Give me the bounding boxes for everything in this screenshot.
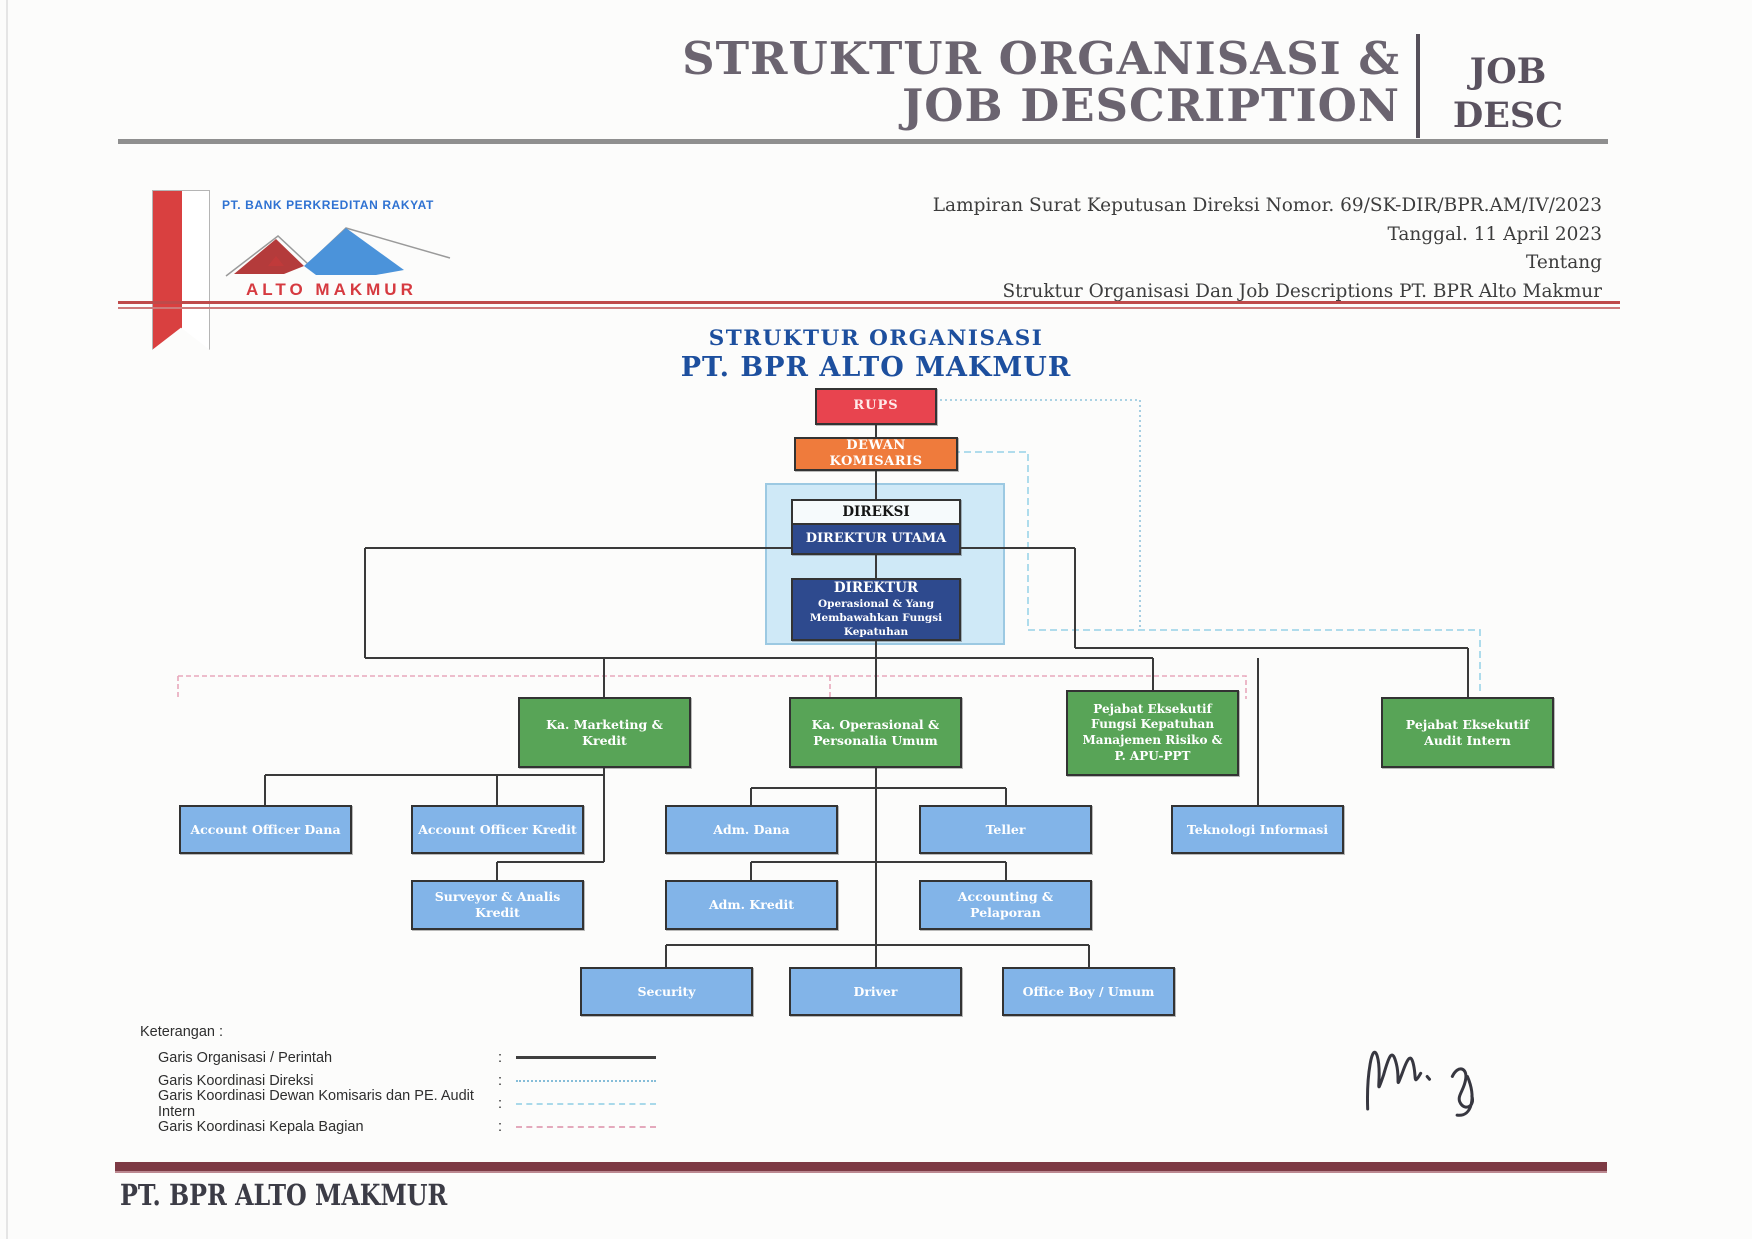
org-node-teller <box>919 805 1092 854</box>
legend <box>140 1024 700 1138</box>
legend-separator: : <box>498 1049 503 1066</box>
org-node-security <box>580 967 753 1016</box>
org-node-ka-marketing <box>518 697 691 768</box>
scan-edge-artifact <box>6 0 8 1239</box>
org-node-adm-dana <box>665 805 838 854</box>
org-node-ka-operasional <box>789 697 962 768</box>
jobdesc-tab-line1: JOB <box>1469 51 1547 92</box>
org-node-label: Pejabat Eksekutif <box>1405 716 1530 732</box>
legend-separator: : <box>498 1072 503 1089</box>
legend-item-dashed-pink <box>140 1115 700 1138</box>
org-node-label: Fungsi Kepatuhan <box>1090 717 1215 732</box>
jobdesc-tab <box>1440 50 1576 138</box>
letterhead-rule-top <box>118 301 1620 304</box>
decree-meta-line-2: Tanggal. 11 April 2023 <box>1387 223 1602 245</box>
org-node-ao-dana <box>179 805 352 854</box>
mountain-logo-icon <box>218 214 458 284</box>
org-node-driver <box>789 967 962 1016</box>
legend-separator: : <box>498 1095 503 1112</box>
org-node-label: RUPS <box>853 398 899 414</box>
header-divider <box>1416 34 1420 138</box>
legend-separator: : <box>498 1118 503 1135</box>
org-node-surveyor <box>411 880 584 930</box>
org-node-direktur-utama <box>791 523 961 555</box>
legend-line-sample-solid-black <box>516 1056 656 1059</box>
org-node-dewan-komisaris <box>794 437 958 471</box>
document-title-line1: STRUKTUR ORGANISASI & <box>682 32 1400 85</box>
org-node-label: Adm. Dana <box>713 821 790 837</box>
org-node-label: DIREKTUR UTAMA <box>805 530 947 546</box>
chart-title-line1: STRUKTUR ORGANISASI <box>708 326 1044 351</box>
org-node-label: DIREKSI <box>842 503 910 520</box>
legend-item-label: Garis Organisasi / Perintah <box>158 1049 333 1066</box>
org-node-label: Personalia Umum <box>813 732 938 748</box>
letterhead-rule-bottom <box>118 307 1620 309</box>
chart-title-line2: PT. BPR ALTO MAKMUR <box>680 352 1072 383</box>
decree-meta-block <box>933 192 1602 306</box>
koordinasi-dewan-audit-line <box>942 452 1480 695</box>
org-node-teknologi-informasi <box>1171 805 1344 854</box>
org-node-label: Ka. Marketing & Kredit <box>546 716 663 748</box>
org-node-label: Audit Intern <box>1424 732 1511 748</box>
org-node-label: Account Officer Dana <box>190 821 341 837</box>
legend-item-label: Garis Koordinasi Dewan Komisaris dan PE. Audit Intern <box>158 1087 474 1120</box>
decree-meta-line-3: Tentang <box>1526 252 1602 273</box>
footer-rule <box>115 1162 1607 1173</box>
org-node-label: Pejabat Eksekutif <box>1093 701 1212 716</box>
org-node-label: Teller <box>985 821 1026 837</box>
signature-icon <box>1342 1009 1505 1141</box>
legend-rows <box>140 1046 700 1138</box>
bank-type-label: PT. BANK PERKREDITAN RAKYAT <box>222 198 434 212</box>
org-node-pe-audit <box>1381 697 1554 768</box>
decree-meta-line-1: Lampiran Surat Keputusan Direksi Nomor. 69/SK-DIR/BPR.AM/IV/2023 <box>932 195 1602 216</box>
legend-item-label: Garis Koordinasi Direksi <box>158 1072 314 1089</box>
legend-line-sample-dashed-cyan <box>516 1103 656 1105</box>
org-node-adm-kredit <box>665 880 838 930</box>
org-node-ao-kredit <box>411 805 584 854</box>
org-node-label: Security <box>637 983 696 999</box>
footer-company: PT. BPR ALTO MAKMUR <box>120 1178 448 1212</box>
document-title-line2: JOB DESCRIPTION <box>902 78 1400 132</box>
decree-meta-line-4: Struktur Organisasi Dan Job Descriptions PT. BPR Alto Makmur <box>1002 280 1602 302</box>
document-title <box>682 32 1400 132</box>
legend-heading: Keterangan : <box>140 1024 224 1040</box>
org-node-label: DEWAN KOMISARIS <box>829 437 923 469</box>
org-node-label: Surveyor & Analis Kredit <box>434 889 561 920</box>
org-node-label: Operasional & Yang <box>817 597 935 610</box>
org-node-pe-kepatuhan <box>1066 690 1239 776</box>
org-node-label: Office Boy / Umum <box>1022 983 1155 999</box>
brand-label: ALTO MAKMUR <box>246 280 417 299</box>
org-node-label: Manajemen Risiko & <box>1082 733 1223 747</box>
org-node-label: DIREKTUR <box>833 579 919 596</box>
legend-line-sample-dotted-blue <box>516 1080 656 1082</box>
chart-title <box>0 326 1752 383</box>
org-node-accounting <box>919 880 1092 930</box>
org-node-label: Account Officer Kredit <box>418 821 577 837</box>
legend-item-solid-black <box>140 1046 700 1069</box>
legend-item-label: Garis Koordinasi Kepala Bagian <box>158 1118 364 1135</box>
legend-line-sample-dashed-pink <box>516 1126 656 1128</box>
org-node-label: Driver <box>853 983 898 999</box>
org-node-label: Ka. Operasional & <box>811 716 940 732</box>
org-node-label: P. APU-PPT <box>1114 748 1191 763</box>
org-node-direktur-ops <box>791 578 961 641</box>
org-node-label: Adm. Kredit <box>708 897 795 913</box>
legend-item-dashed-cyan <box>140 1087 700 1120</box>
org-node-label: Teknologi Informasi <box>1186 821 1329 837</box>
org-node-office-boy <box>1002 967 1175 1016</box>
org-node-rups <box>815 388 937 425</box>
header-rule <box>118 139 1608 144</box>
org-node-label: Accounting & Pelaporan <box>957 889 1054 920</box>
org-node-direksi-header <box>791 499 961 523</box>
jobdesc-tab-line2: DESC <box>1452 94 1564 136</box>
org-node-label: Membawahkan Fungsi Kepatuhan <box>809 611 943 639</box>
